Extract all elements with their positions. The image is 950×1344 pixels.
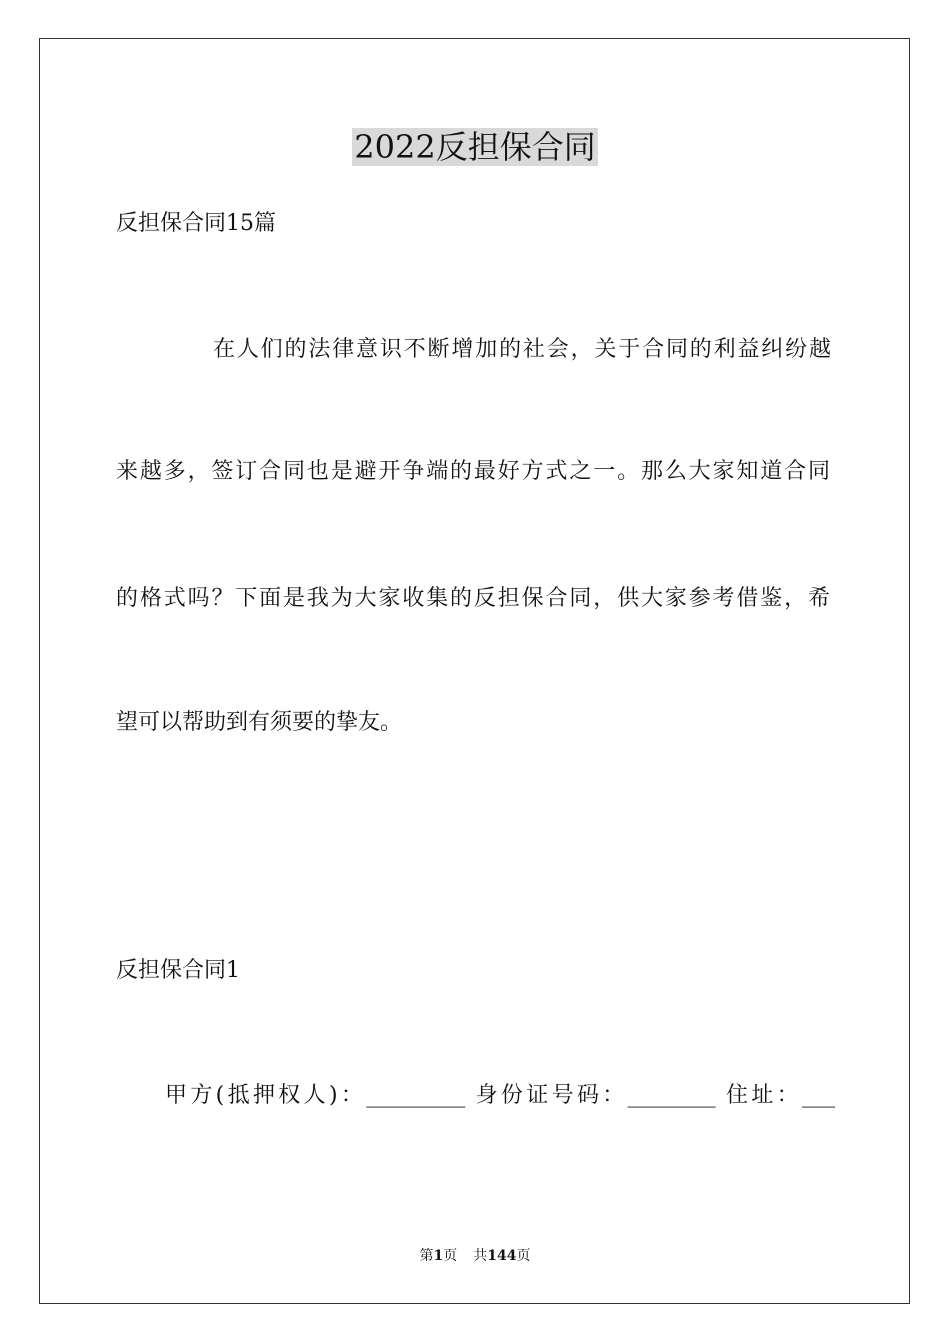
party-a-line: 甲方(抵押权人)：_________ 身份证号码：________ 住址：___ (165, 1083, 835, 1108)
document-subtitle: 反担保合同15篇 (116, 211, 276, 236)
section-heading: 反担保合同1 (116, 958, 240, 983)
footer-page-mid: 页 (443, 1248, 458, 1264)
intro-line-4: 望可以帮助到有须要的挚友。 (116, 710, 403, 735)
footer-page-prefix: 第 (419, 1248, 434, 1264)
page-footer (0, 1246, 950, 1266)
intro-line-3: 的格式吗？下面是我为大家收集的反担保合同，供大家参考借鉴，希 (116, 586, 830, 611)
footer-total-suffix: 页 (516, 1248, 531, 1264)
footer-page-current: 1 (433, 1248, 444, 1264)
document-title-text: 2022反担保合同 (354, 128, 596, 166)
footer-total-prefix: 共 (473, 1248, 488, 1264)
intro-line-2: 来越多，签订合同也是避开争端的最好方式之一。那么大家知道合同 (116, 459, 830, 484)
intro-line-1: 在人们的法律意识不断增加的社会，关于合同的利益纠纷越 (213, 337, 831, 362)
document-title (0, 124, 950, 170)
footer-page-total: 144 (487, 1248, 517, 1264)
